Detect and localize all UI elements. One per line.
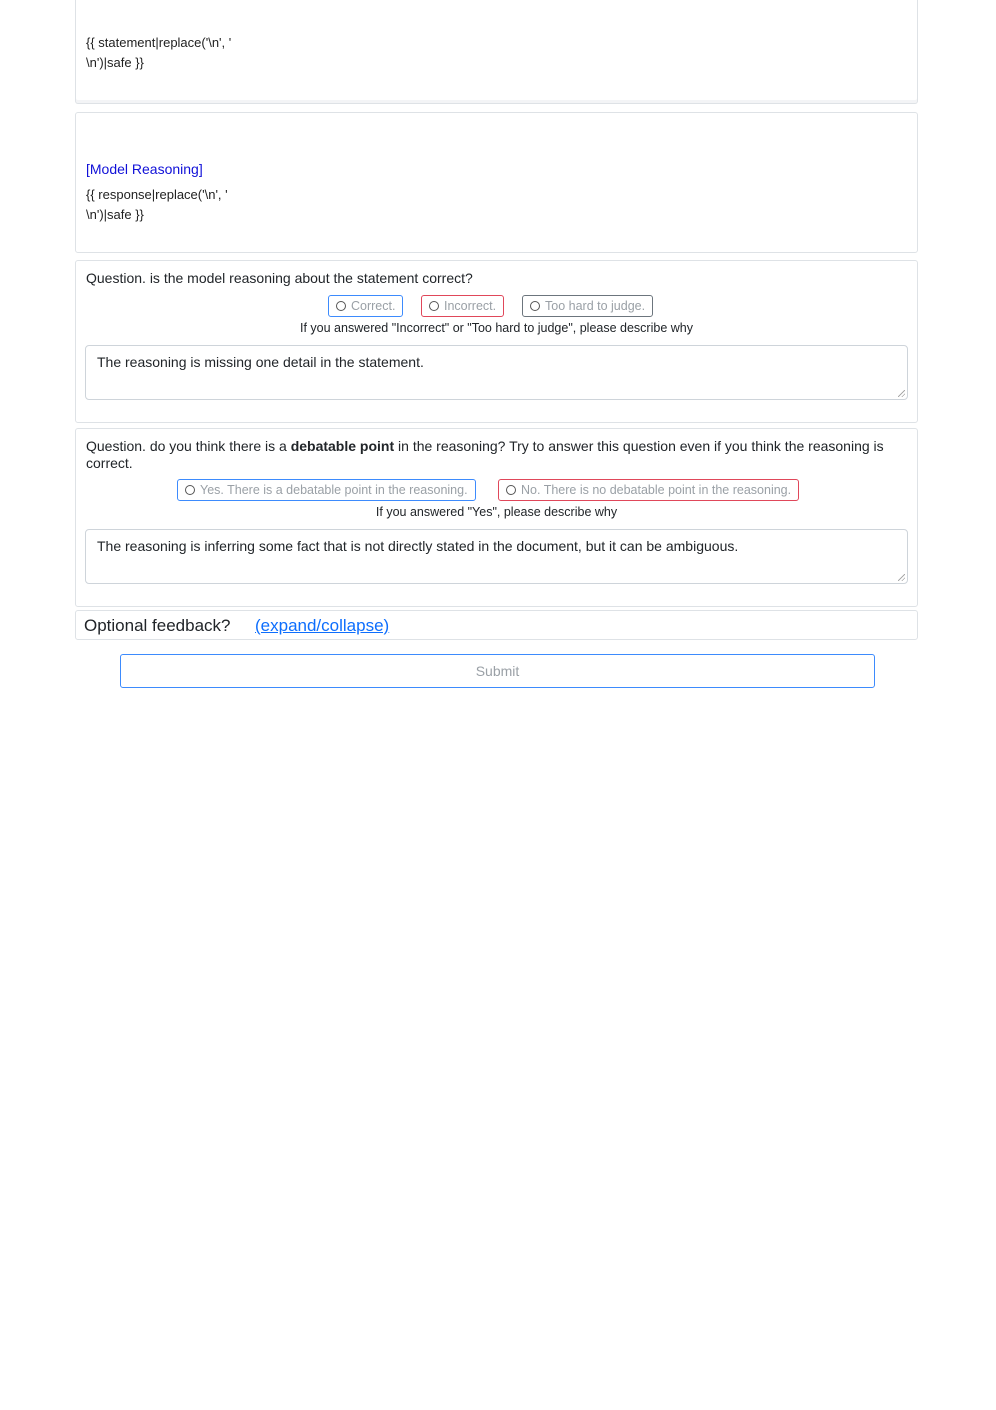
statement-template bbox=[86, 33, 231, 73]
question-debatable-prefix: Question. do you think there is a bbox=[86, 438, 291, 454]
debatable-reason-text: The reasoning is inferring some fact that is not directly stated in the document, but it can be ambiguous. bbox=[97, 538, 739, 554]
question-debatable-title bbox=[86, 438, 907, 472]
resize-handle-icon[interactable] bbox=[898, 574, 905, 581]
question-correctness-hint: If you answered "Incorrect" or "Too hard to judge", please describe why bbox=[300, 321, 693, 335]
reasoning-label: [Model Reasoning] bbox=[86, 161, 203, 177]
optional-feedback-card bbox=[75, 610, 918, 640]
debatable-reason-textarea[interactable] bbox=[85, 529, 908, 584]
question-debatable-suffix: in the reasoning? Try to answer this question even if you think the reasoning is correct. bbox=[86, 438, 884, 471]
question-debatable-hint: If you answered "Yes", please describe why bbox=[375, 505, 618, 519]
option-incorrect[interactable] bbox=[421, 295, 504, 317]
reasoning-template bbox=[86, 185, 228, 225]
option-yes-debatable[interactable] bbox=[177, 479, 476, 501]
statement-card bbox=[75, 0, 918, 104]
option-correct[interactable] bbox=[328, 295, 403, 317]
question-correctness-card bbox=[75, 260, 918, 423]
radio-icon[interactable] bbox=[530, 301, 540, 311]
radio-icon[interactable] bbox=[429, 301, 439, 311]
option-incorrect-label: Incorrect. bbox=[444, 299, 497, 313]
optional-feedback-title: Optional feedback? bbox=[84, 616, 231, 635]
option-too-hard[interactable] bbox=[522, 295, 653, 317]
option-no-debatable[interactable] bbox=[498, 479, 799, 501]
correctness-reason-text: The reasoning is missing one detail in the statement. bbox=[97, 354, 424, 370]
reasoning-line-1: {{ response|replace('\n', ' bbox=[86, 187, 228, 202]
statement-line-1: {{ statement|replace('\n', ' bbox=[86, 35, 232, 50]
radio-icon[interactable] bbox=[336, 301, 346, 311]
reasoning-card bbox=[75, 112, 918, 253]
question-correctness-title: Question. is the model reasoning about the statement correct? bbox=[86, 270, 473, 286]
reasoning-line-2: \n')|safe }} bbox=[86, 207, 144, 222]
correctness-reason-textarea[interactable] bbox=[85, 345, 908, 400]
statement-line-2: \n')|safe }} bbox=[86, 55, 144, 70]
option-yes-label: Yes. There is a debatable point in the reasoning. bbox=[200, 483, 468, 497]
question-debatable-card bbox=[75, 428, 918, 607]
resize-handle-icon[interactable] bbox=[898, 390, 905, 397]
radio-icon[interactable] bbox=[506, 485, 516, 495]
option-too-hard-label: Too hard to judge. bbox=[545, 299, 646, 313]
option-no-label: No. There is no debatable point in the reasoning. bbox=[521, 483, 792, 497]
submit-button[interactable]: Submit bbox=[120, 654, 875, 688]
option-correct-label: Correct. bbox=[351, 299, 396, 313]
radio-icon[interactable] bbox=[185, 485, 195, 495]
question-debatable-bold: debatable point bbox=[290, 438, 395, 454]
feedback-expand-collapse-link[interactable]: (expand/collapse) bbox=[255, 616, 390, 635]
